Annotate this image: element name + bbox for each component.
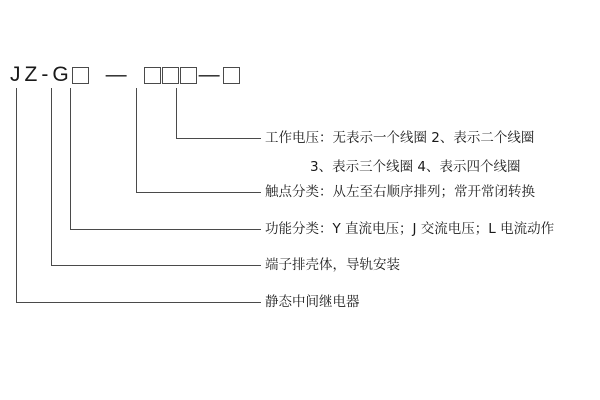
code-box-contact-3 — [180, 67, 197, 84]
label-function-classification: 功能分类：Y 直流电压；J 交流电压；L 电流动作 — [265, 221, 555, 237]
leader-line-product-vertical — [16, 88, 17, 303]
code-dash-3: — — [198, 63, 220, 86]
code-letter-z: Z — [24, 63, 38, 86]
code-box-contact-1 — [144, 67, 161, 84]
label-working-voltage-line2: 3、表示三个线圈 4、表示四个线圈 — [310, 159, 521, 175]
code-dash-1: - — [41, 63, 49, 86]
label-product-name: 静态中间继电器 — [265, 294, 360, 310]
label-working-voltage-line1: 工作电压：无表示一个线圈 2、表示二个线圈 — [265, 130, 535, 146]
leader-line-working-voltage-horizontal — [176, 138, 261, 139]
label-terminal-housing: 端子排壳体，导轨安装 — [265, 257, 400, 273]
label-contact-classification: 触点分类：从左至右顺序排列；常开常闭转换 — [265, 184, 535, 200]
leader-line-function-horizontal — [70, 229, 261, 230]
code-box-voltage — [223, 67, 240, 84]
code-box-group-contacts — [143, 67, 197, 84]
leader-line-contacts-vertical — [136, 88, 137, 193]
leader-line-function-vertical — [70, 88, 71, 230]
code-box-contact-2 — [162, 67, 179, 84]
code-box-function — [72, 67, 89, 84]
leader-line-working-voltage-vertical — [176, 88, 177, 139]
code-dash-2: — — [105, 63, 127, 86]
leader-line-housing-vertical — [51, 88, 52, 266]
model-code — [8, 62, 241, 88]
leader-line-contacts-horizontal — [136, 192, 261, 193]
code-letter-g: G — [52, 63, 69, 86]
leader-line-product-horizontal — [16, 302, 261, 303]
leader-line-housing-horizontal — [51, 265, 261, 266]
code-letter-j: J — [10, 63, 21, 86]
